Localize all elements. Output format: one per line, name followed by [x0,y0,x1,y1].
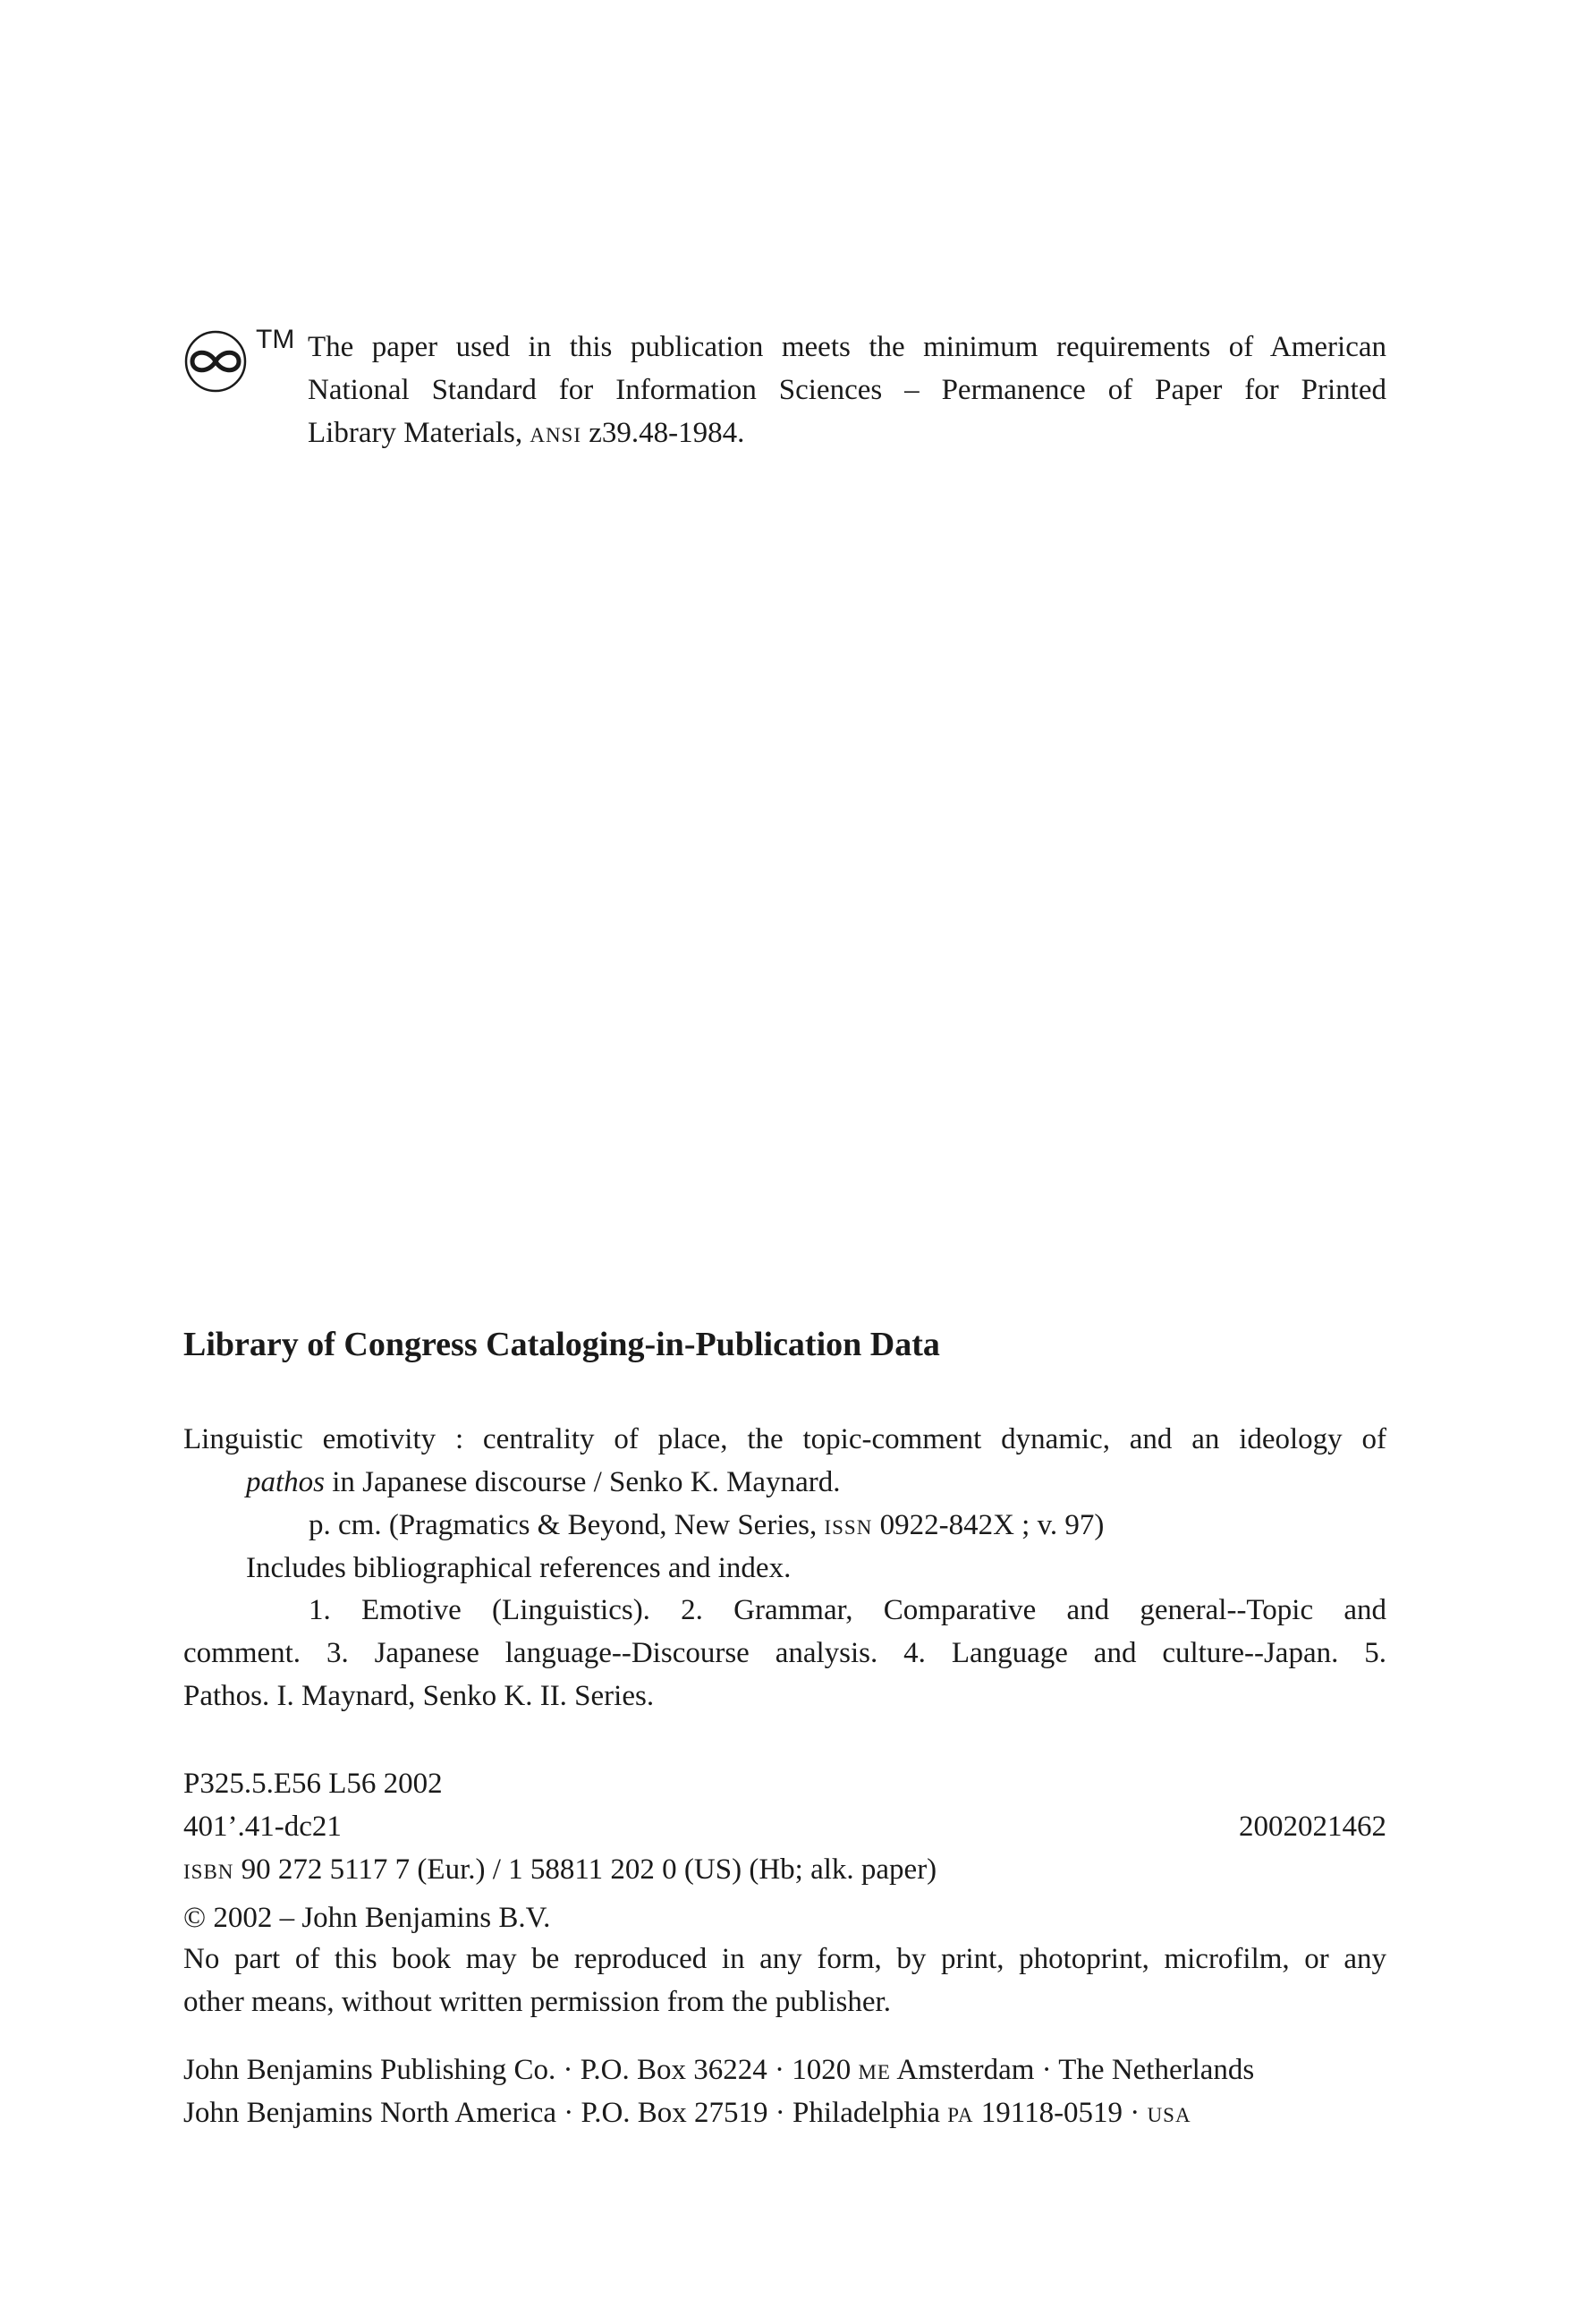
call-number-row [183,1762,1386,1805]
ansi-standard: z39.48-1984. [589,417,745,449]
address-line-europe [183,2048,1386,2091]
postal-code-label: me [858,2054,891,2086]
cip-call-numbers [183,1762,1386,1891]
address-suffix: Amsterdam · The Netherlands [896,2054,1255,2086]
ansi-label: ansi [530,417,581,449]
cip-series-suffix: 0922-842X ; v. 97) [879,1509,1105,1541]
country-label: usa [1147,2097,1191,2129]
cip-subject-line: 1. Emotive (Linguistics). 2. Grammar, Comparative and general--Topic and [309,1594,1386,1626]
paper-notice-text [308,326,1386,454]
trademark-mark: TM [256,325,295,354]
address-line-america [183,2091,1386,2134]
issn-label: issn [824,1509,873,1541]
isbn-line [183,1848,937,1891]
cip-subject-line: comment. 3. Japanese language--Discourse analysis. 4. Language and culture--Japan. 5. [183,1637,1386,1669]
address-prefix: John Benjamins North America · P.O. Box 27519 · Philadelphia [183,2097,940,2129]
state-label: pa [947,2097,974,2129]
cip-title-italic: pathos [246,1466,326,1498]
isbn-values: 90 272 5117 7 (Eur.) / 1 58811 202 0 (US) (Hb; alk. paper) [241,1853,937,1886]
publisher-addresses [183,2048,1386,2134]
cip-bibliography-line: Includes bibliographical references and index. [246,1552,792,1584]
cip-series-line [183,1504,1386,1547]
copyright-line: © 2002 – John Benjamins B.V. [183,1902,551,1934]
infinity-permanence-icon [183,329,248,394]
isbn-label: isbn [183,1853,234,1886]
zip-code: 19118-0519 · [980,2097,1140,2129]
paper-notice-line: The paper used in this publication meets the minimum requirements of American [308,331,1386,363]
cip-heading: Library of Congress Cataloging-in-Publication Data [183,1326,940,1363]
cip-record [183,1418,1386,1590]
rights-notice [183,1938,1386,2023]
cip-series-prefix: p. cm. (Pragmatics & Beyond, New Series, [309,1509,818,1541]
call-number: P325.5.E56 L56 2002 [183,1768,443,1800]
lccn: 2002021462 [1239,1811,1386,1843]
paper-notice-line [308,411,1386,454]
cip-subject-line: Pathos. I. Maynard, Senko K. II. Series. [183,1680,655,1712]
dewey-number: 401’.41-dc21 [183,1811,342,1843]
paper-notice-prefix: Library Materials, [308,417,523,449]
rights-line: other means, without written permission from the publisher. [183,1986,891,2018]
cip-title-rest: in Japanese discourse / Senko K. Maynard. [332,1466,841,1498]
isbn-row [183,1848,1386,1891]
cip-subjects [183,1589,1386,1718]
dewey-row [183,1805,1386,1848]
cip-title-line: Linguistic emotivity : centrality of place, the topic-comment dynamic, and an ideology of [183,1423,1386,1455]
paper-notice-line: National Standard for Information Sciences – Permanence of Paper for Printed [308,374,1386,406]
rights-line: No part of this book may be reproduced in any form, by print, photoprint, microfilm, or any [183,1943,1386,1975]
address-prefix: John Benjamins Publishing Co. · P.O. Box 36224 · 1020 [183,2054,852,2086]
cip-title-line [183,1461,1386,1504]
